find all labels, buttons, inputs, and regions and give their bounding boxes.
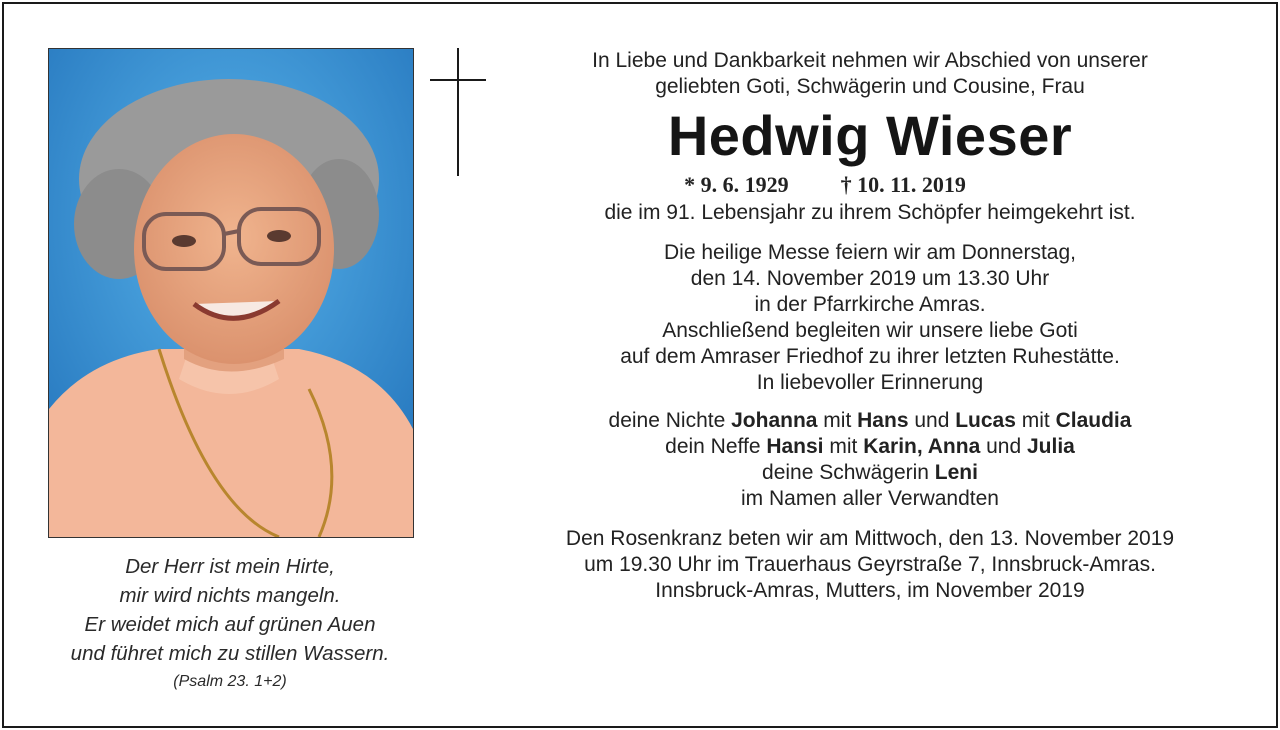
mass-info bbox=[456, 240, 1280, 370]
psalm-line: und führet mich zu stillen Wassern. bbox=[70, 642, 390, 665]
family-name: Karin, Anna bbox=[863, 435, 981, 458]
birth-date: * 9. 6. 1929 bbox=[684, 172, 789, 197]
rosary-line: um 19.30 Uhr im Trauerhaus Geyrstraße 7, Innsbruck-Amras. bbox=[584, 553, 1156, 576]
family-name: Lucas bbox=[955, 409, 1016, 432]
life-dates bbox=[366, 170, 1280, 200]
family-name: Hansi bbox=[766, 435, 824, 458]
family-text: deine Nichte bbox=[608, 409, 732, 432]
psalm-line: Er weidet mich auf grünen Auen bbox=[84, 613, 376, 636]
age-line: die im 91. Lebensjahr zu ihrem Schöpfer heimgekehrt ist. bbox=[604, 201, 1136, 224]
memory-heading: In liebevoller Erinnerung bbox=[756, 371, 984, 394]
family-name: Johanna bbox=[731, 409, 818, 432]
family-text: mit bbox=[823, 435, 864, 458]
psalm-quote bbox=[24, 552, 436, 694]
family-text: und bbox=[908, 409, 956, 432]
rosary-info bbox=[456, 526, 1280, 578]
family-line-relatives: im Namen aller Verwandten bbox=[741, 487, 999, 510]
rosary-line: Den Rosenkranz beten wir am Mittwoch, den 13. November 2019 bbox=[565, 527, 1175, 550]
psalm-line: mir wird nichts mangeln. bbox=[119, 584, 341, 607]
mass-line: in der Pfarrkirche Amras. bbox=[754, 293, 986, 316]
mass-line: Die heilige Messe feiern wir am Donnerstag, bbox=[663, 241, 1076, 264]
obituary-text bbox=[456, 48, 1280, 604]
mass-line: den 14. November 2019 um 13.30 Uhr bbox=[690, 267, 1050, 290]
mass-line: auf dem Amraser Friedhof zu ihrer letzten Ruhestätte. bbox=[620, 345, 1120, 368]
family-text: mit bbox=[1015, 409, 1056, 432]
mass-line: Anschließend begleiten wir unsere liebe Goti bbox=[662, 319, 1078, 342]
family-text: deine Schwägerin bbox=[762, 461, 935, 484]
psalm-line: Der Herr ist mein Hirte, bbox=[125, 555, 335, 578]
family-text: und bbox=[980, 435, 1027, 458]
portrait-photo bbox=[48, 48, 414, 538]
obituary-card bbox=[2, 2, 1278, 728]
family-line-nephew bbox=[456, 434, 1280, 460]
family-name: Julia bbox=[1026, 435, 1075, 458]
family-line-sister-in-law bbox=[456, 460, 1280, 486]
portrait-icon bbox=[49, 49, 413, 537]
family-name: Hans bbox=[857, 409, 909, 432]
family-text: dein Neffe bbox=[665, 435, 767, 458]
family-name: Claudia bbox=[1055, 409, 1132, 432]
intro-line: In Liebe und Dankbarkeit nehmen wir Abschied von unserer bbox=[592, 49, 1148, 72]
place-date: Innsbruck-Amras, Mutters, im November 2019 bbox=[655, 579, 1085, 602]
family-list bbox=[456, 408, 1280, 512]
family-name: Leni bbox=[934, 461, 978, 484]
deceased-name: Hedwig Wieser bbox=[667, 104, 1073, 167]
family-line-nieces bbox=[456, 408, 1280, 434]
intro-line: geliebten Goti, Schwägerin und Cousine, Frau bbox=[655, 75, 1085, 98]
family-text: mit bbox=[817, 409, 858, 432]
death-date: † 10. 11. 2019 bbox=[840, 172, 966, 197]
psalm-reference: (Psalm 23. 1+2) bbox=[173, 673, 287, 690]
